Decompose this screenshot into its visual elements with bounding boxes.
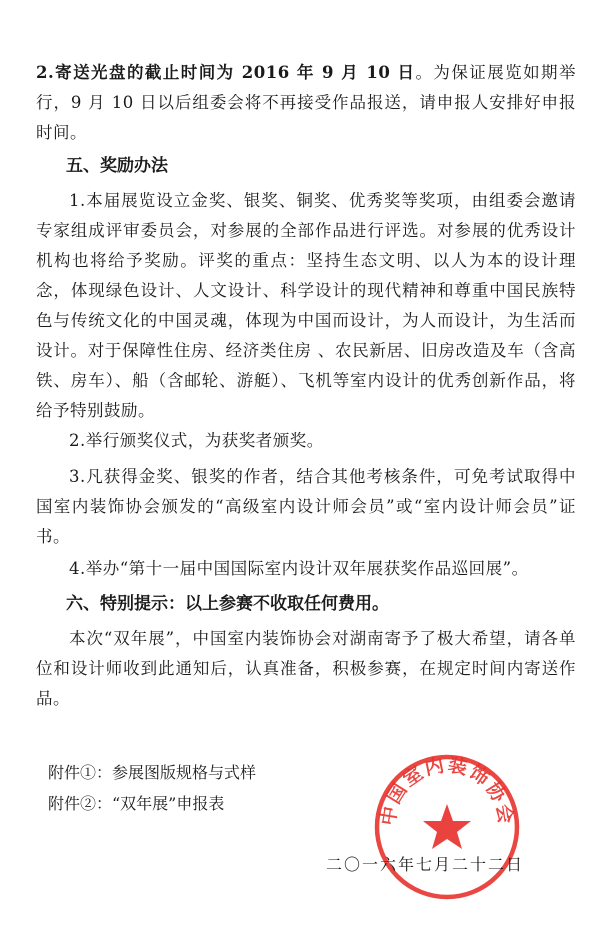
official-seal-icon [372,752,522,902]
attachment-1: 附件①：参展图版规格与式样 [48,763,257,782]
section5-item4: 4.举办“第十一届中国国际室内设计双年展获奖作品巡回展”。 [69,559,529,578]
attachment-2: 附件②：“双年展”申报表 [48,794,225,813]
closing-paragraph: 本次“双年展”，中国室内装饰协会对湖南寄予了极大希望，请各单位和设计师收到此通知后，认真准备，积极参赛，在规定时间内寄送作品。 [36,629,576,708]
section6-heading: 六、特别提示：以上参赛不收取任何费用。 [66,594,389,614]
deadline-statement: 2.寄送光盘的截止时间为 2016 年 9 月 10 日 [36,63,416,82]
deadline-details: 。为保证展览如期举行，9 月 10 日以后组委会将不再接受作品报送，请申报人安排好申报时间。 [36,63,577,142]
section5-item1: 1.本届展览设立金奖、银奖、铜奖、优秀奖等奖项，由组委会邀请专家组成评审委员会，对参展的全部作品进行评选。对参展的优秀设计机构也将给予奖励。评奖的重点：坚持生态文明、以人为本的设计理念，体现绿色设计、人文设计、科学设计的现代精神和尊重中国民族特色与传统文化的中国灵魂，体现为中国而设计，为人而设计，为生活而设计。对于保障性住房、经济类住房 、农民新居、旧房改造及车（含高铁、房车）、船（含邮轮、游艇）、飞机等室内设计的优秀创新作品，将给予特别鼓励。 [36,191,576,420]
section5-item2: 2.举行颁奖仪式，为获奖者颁奖。 [69,431,324,450]
document-date: 二〇一六年七月二十二日 [326,855,525,874]
section5-heading: 五、奖励办法 [66,156,168,176]
section5-item3: 3.凡获得金奖、银奖的作者，结合其他考核条件，可免考试取得中国室内装饰协会颁发的“高级室内设计师会员”或“室内设计师会员”证书。 [36,467,576,546]
seal-text: 中国室内装饰协会 [377,754,517,827]
section4-item2 [36,58,576,148]
